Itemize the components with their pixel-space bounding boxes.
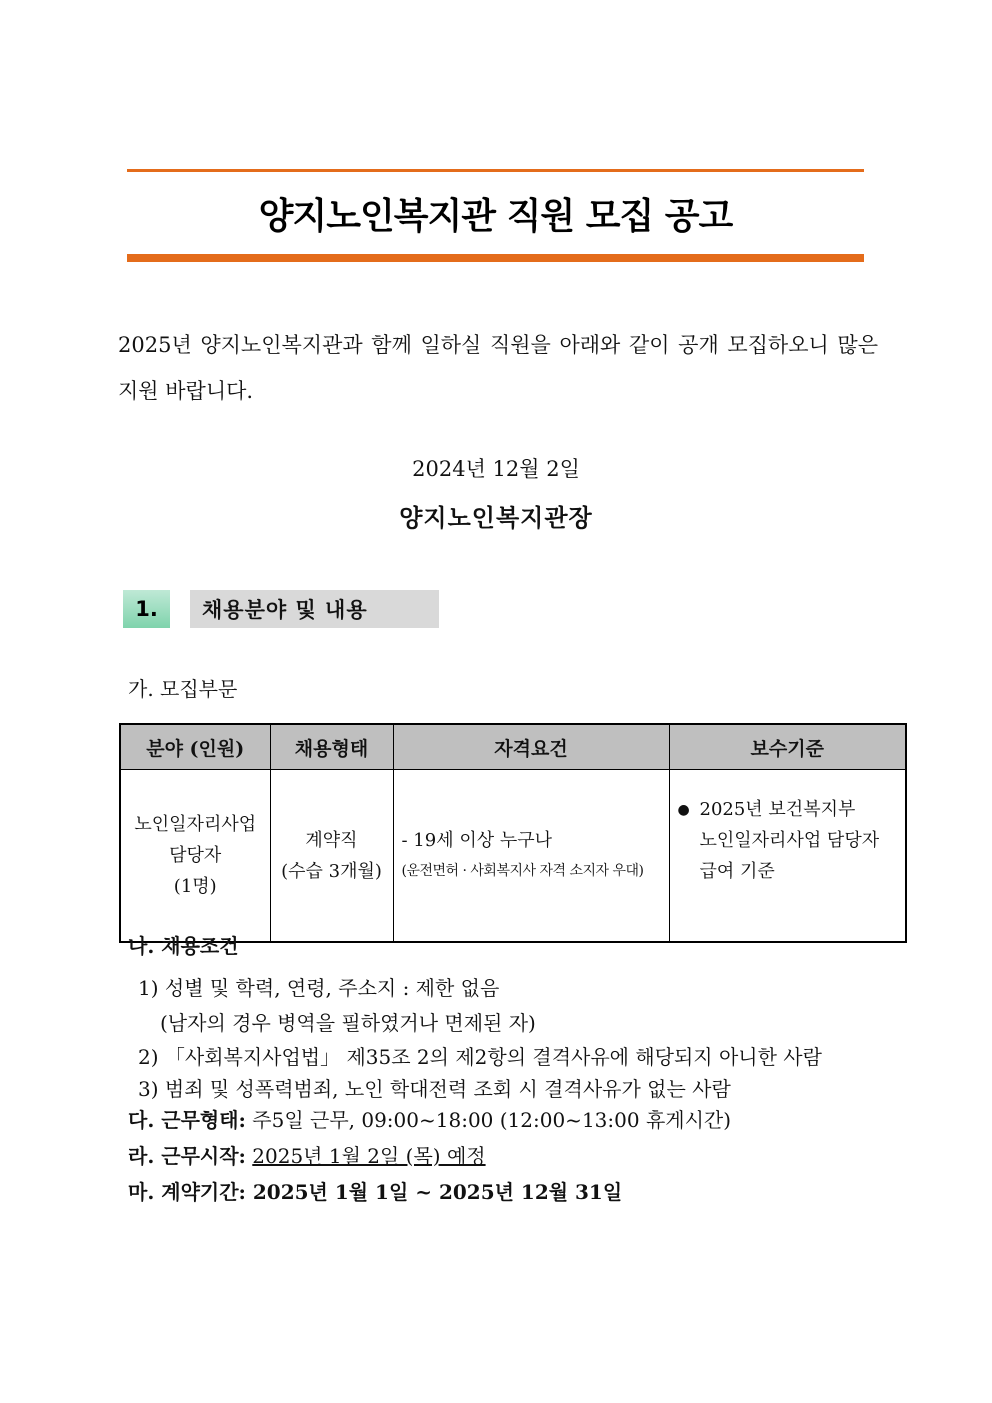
header-qualification: 자격요건	[393, 724, 669, 770]
notice-date: 2024년 12월 2일	[412, 457, 580, 481]
field-line: 노인일자리사업	[134, 814, 257, 835]
field-line: (1명)	[173, 876, 217, 897]
type-line: (수습 3개월)	[281, 860, 382, 882]
contract-value: 2025년 1월 1일 ~ 2025년 12월 31일	[252, 1180, 623, 1204]
work-type-label: 다. 근무형태:	[128, 1108, 246, 1132]
header-pay: 보수기준	[669, 724, 906, 770]
pay-line: 급여 기준	[699, 861, 775, 882]
header-type: 채용형태	[270, 724, 393, 770]
section-number: 1.	[123, 590, 170, 628]
header-field: 분야 (인원)	[120, 724, 270, 770]
qualification-line: - 19세 이상 누구나	[401, 829, 552, 851]
intro-paragraph: 2025년 양지노인복지관과 함께 일하실 직원을 아래와 같이 공개 모집하오니 많은 지원 바랍니다.	[118, 333, 878, 403]
recruit-table	[119, 723, 907, 943]
condition-item: 1) 성별 및 학력, 연령, 주소지 : 제한 없음	[138, 976, 500, 1000]
title-top-rule	[127, 169, 864, 172]
contract-label: 마. 계약기간:	[128, 1180, 246, 1204]
conditions-heading: 나. 채용조건	[128, 934, 239, 958]
contract-line	[128, 1176, 622, 1205]
bullet-icon: ●	[677, 802, 690, 818]
page-title: 양지노인복지관 직원 모집 공고	[258, 196, 733, 237]
condition-item: 3) 범죄 및 성폭력범죄, 노인 학대전력 조회 시 결격사유가 없는 사람	[138, 1077, 731, 1101]
title-bottom-rule	[127, 254, 864, 262]
work-start-value: 2025년 1월 2일 (목) 예정	[252, 1144, 486, 1168]
cell-pay	[669, 770, 906, 943]
table-header-row	[120, 724, 906, 770]
qualification-note: (운전면허 · 사회복지사 자격 소지자 우대)	[401, 862, 644, 879]
type-line: 계약직	[305, 829, 358, 851]
issuer-name: 양지노인복지관장	[399, 503, 593, 532]
section-title: 채용분야 및 내용	[190, 590, 439, 628]
work-type-line	[128, 1104, 731, 1133]
work-start-label: 라. 근무시작:	[128, 1144, 246, 1168]
pay-line: 2025년 보건복지부	[699, 799, 856, 820]
work-type-value: 주5일 근무, 09:00~18:00 (12:00~13:00 휴게시간)	[252, 1108, 732, 1132]
pay-line: 노인일자리사업 담당자	[699, 830, 880, 851]
field-line: 담당자	[169, 845, 222, 866]
cell-field	[120, 770, 270, 943]
condition-item: 2) 「사회복지사업법」 제35조 2의 제2항의 결격사유에 해당되지 아니한 사람	[138, 1045, 822, 1069]
condition-note: (남자의 경우 병역을 필하였거나 면제된 자)	[160, 1011, 536, 1035]
cell-qualification	[393, 770, 669, 943]
cell-type	[270, 770, 393, 943]
table-row	[120, 770, 906, 943]
work-start-line	[128, 1140, 486, 1169]
recruit-heading: 가. 모집부문	[128, 677, 238, 701]
